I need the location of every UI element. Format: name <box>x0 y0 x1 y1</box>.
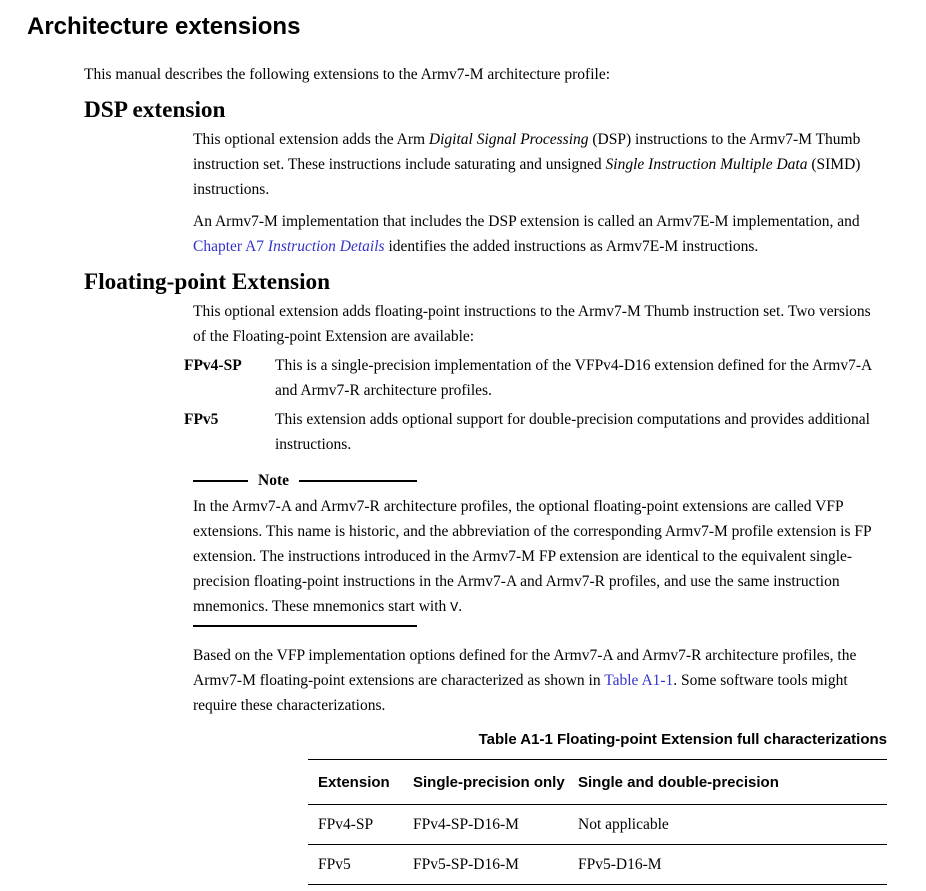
cross-reference-link[interactable]: Table A1-1 <box>604 672 674 689</box>
text-segment: In the Armv7-A and Armv7-R architecture profiles, the optional floating-point extensions are called VFP extensions. This name is historic, and the abbreviation of the corresponding Armv7-M profile extension is FP extension. The instructions introduced in the Armv7-M FP extension are identical to the equivalent single-precision floating-point instructions in the Armv7-A and Armv7-R profiles, and use the same instruction mnemonics. These mnemonics start with <box>193 498 872 615</box>
note-rule-left <box>193 480 248 482</box>
table-a1-1 <box>308 727 887 885</box>
table-cell: FPv4-SP <box>308 805 403 845</box>
definition-term: FPv5 <box>184 411 219 428</box>
table-row <box>308 845 887 885</box>
text-segment: Based on the VFP implementation options defined for the Armv7-A and Armv7-R architecture profiles, the Armv7-M floating-point extensions are characterized as shown in <box>193 647 857 689</box>
definition-row-fpv4sp <box>184 353 885 403</box>
cross-reference-link[interactable]: Chapter A7 <box>193 238 268 255</box>
table-cell: FPv5 <box>308 845 403 885</box>
definition-row-fpv5 <box>184 407 885 457</box>
table-cell: FPv5-D16-M <box>568 845 887 885</box>
fp-paragraph-2 <box>193 643 885 718</box>
column-header-single-precision: Single-precision only <box>403 760 568 805</box>
note-rule-right <box>299 480 417 482</box>
note-header <box>193 468 417 493</box>
text-segment: Digital Signal Processing <box>428 131 589 148</box>
text-segment: V <box>450 601 459 616</box>
definition-description: This extension adds optional support for double-precision computations and provides additional instructions. <box>275 411 870 453</box>
text-segment: This optional extension adds the Arm <box>193 131 429 148</box>
column-header-single-double-precision: Single and double-precision <box>568 760 887 805</box>
floating-point-extension-heading: Floating-point Extension <box>84 269 331 295</box>
note-body <box>193 494 885 621</box>
text-segment: (DSP) instructions to the Armv7-M Thumb instruction set. These instructions include saturating and unsigned <box>193 131 861 173</box>
text-segment: . <box>458 598 463 615</box>
text-segment: Single Instruction Multiple Data <box>605 156 808 173</box>
dsp-paragraph-2 <box>193 209 885 259</box>
text-segment: (SIMD) instructions. <box>193 156 861 198</box>
table-cell: FPv5-SP-D16-M <box>403 845 568 885</box>
column-header-extension: Extension <box>308 760 403 805</box>
fp-paragraph-1: This optional extension adds floating-point instructions to the Armv7-M Thumb instruction set. Two versions of the Floating-point Extension are available: <box>193 303 871 345</box>
text-segment: identifies the added instructions as Armv7E-M instructions. <box>384 238 759 255</box>
table-caption: Table A1-1 Floating-point Extension full characterizations <box>478 731 887 748</box>
characterizations-table <box>308 759 887 885</box>
table-row <box>308 805 887 845</box>
text-segment: An Armv7-M implementation that includes the DSP extension is called an Armv7E-M implementation, and <box>193 213 860 230</box>
cross-reference-link[interactable]: Instruction Details <box>267 238 385 255</box>
dsp-extension-heading: DSP extension <box>84 97 226 123</box>
definition-description: This is a single-precision implementation of the VFPv4-D16 extension defined for the Armv7-A and Armv7-R architecture profiles. <box>275 357 872 399</box>
intro-paragraph: This manual describes the following extensions to the Armv7-M architecture profile: <box>84 66 611 83</box>
note-closing-rule <box>193 625 417 627</box>
note-label: Note <box>258 472 289 489</box>
table-cell: FPv4-SP-D16-M <box>403 805 568 845</box>
text-segment: . Some software tools might require these characterizations. <box>193 672 848 714</box>
dsp-paragraph-1 <box>193 127 885 202</box>
table-header-row <box>308 760 887 805</box>
manual-page <box>0 13 926 891</box>
page-title: Architecture extensions <box>27 13 301 40</box>
table-cell: Not applicable <box>568 805 887 845</box>
definition-term: FPv4-SP <box>184 357 242 374</box>
